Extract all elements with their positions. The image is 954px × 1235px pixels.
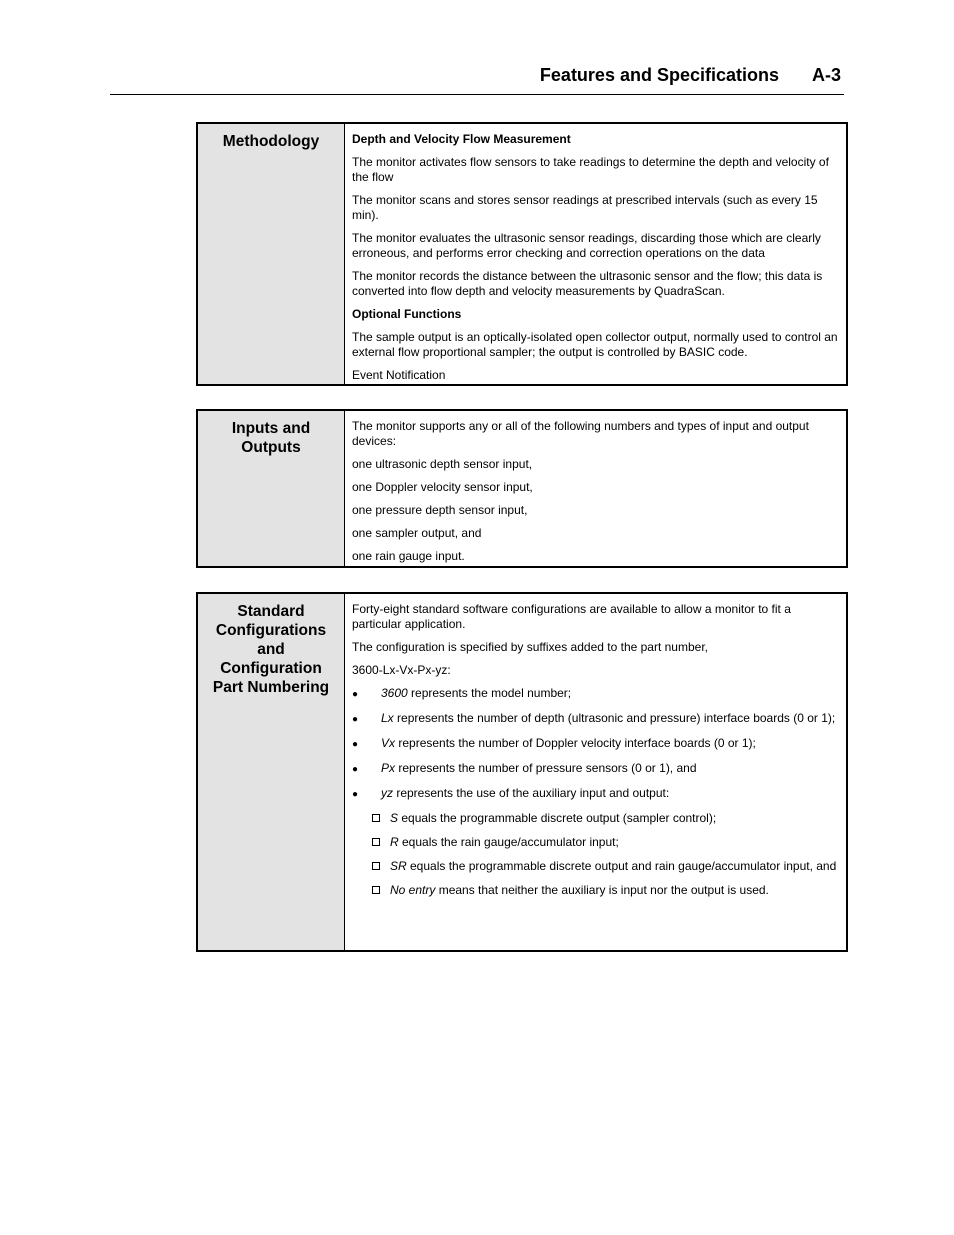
section-label-line: Outputs <box>241 439 301 456</box>
list-item: one pressure depth sensor input, <box>352 503 528 517</box>
section-content <box>345 411 846 566</box>
bullet-icon: ● <box>352 789 359 800</box>
subheading: Depth and Velocity Flow Measurement <box>352 132 571 146</box>
paragraph: The monitor supports any or all of the following numbers and types of input and output devices: <box>352 419 809 448</box>
paragraph: The monitor activates flow sensors to take readings to determine the depth and velocity of the flow <box>352 155 829 184</box>
section-label-line: Configuration <box>220 660 322 677</box>
sub-bullet-text: equals the programmable discrete output and rain gauge/accumulator input, and <box>406 859 837 873</box>
checkbox-bullet-icon <box>372 814 380 822</box>
section-label <box>198 124 345 384</box>
sub-bullet-term: No entry <box>390 883 436 897</box>
page-header <box>110 62 844 95</box>
part-number-format: 3600-Lx-Vx-Px-yz: <box>352 663 451 677</box>
section-label-line: Methodology <box>222 133 320 150</box>
bullet-icon: ● <box>352 739 359 750</box>
checkbox-bullet-icon <box>372 838 380 846</box>
sub-bullet-term: R <box>390 835 399 849</box>
section-label-line: and <box>257 641 285 658</box>
list-item: one ultrasonic depth sensor input, <box>352 457 533 471</box>
checkbox-bullet-icon <box>372 886 380 894</box>
bullet-item <box>352 686 840 702</box>
bullet-icon: ● <box>352 689 359 700</box>
section-label <box>198 594 345 950</box>
sub-bullet-term: S <box>390 811 399 825</box>
section-label-line: Inputs and <box>231 420 311 437</box>
methodology-block <box>196 122 848 386</box>
sub-bullet-text: means that neither the auxiliary is input nor the output is used. <box>435 883 769 897</box>
bullet-item <box>352 711 840 727</box>
page-number: A-3 <box>811 65 841 85</box>
bullet-item <box>352 761 840 777</box>
section-label <box>198 411 345 566</box>
bullet-text: represents the number of pressure sensors (0 or 1), and <box>395 761 697 775</box>
bullet-item <box>352 736 840 752</box>
section-label-line: Configurations <box>215 622 327 639</box>
section-label-line: Standard <box>237 603 305 620</box>
bullet-term: Lx <box>381 711 394 725</box>
sub-bullet-item <box>372 835 840 850</box>
sub-bullet-text: equals the rain gauge/accumulator input; <box>398 835 619 849</box>
bullet-text: represents the number of Doppler velocity interface boards (0 or 1); <box>395 736 756 750</box>
bullet-term: Px <box>381 761 396 775</box>
sub-bullet-item <box>372 859 840 874</box>
bullet-item <box>352 786 840 802</box>
inputs-outputs-block <box>196 409 848 568</box>
paragraph: The sample output is an optically-isolated open collector output, normally used to control an external flow proportional sampler; the output is controlled by BASIC code. <box>352 330 838 359</box>
section-content <box>345 594 846 950</box>
bullet-term: yz <box>381 786 393 800</box>
paragraph: The monitor evaluates the ultrasonic sensor readings, discarding those which are clearly erroneous, and performs error checking and correction operations on the data <box>352 231 821 260</box>
list-item: one Doppler velocity sensor input, <box>352 480 533 494</box>
bullet-text: represents the model number; <box>407 686 572 700</box>
bullet-text: represents the use of the auxiliary input and output: <box>393 786 670 800</box>
paragraph: The configuration is specified by suffixes added to the part number, <box>352 640 708 654</box>
sub-bullet-text: equals the programmable discrete output (sampler control); <box>398 811 717 825</box>
page-title: Features and Specifications <box>539 65 779 85</box>
paragraph: The monitor scans and stores sensor readings at prescribed intervals (such as every 15 min). <box>352 193 818 222</box>
sub-bullet-term: SR <box>390 859 407 873</box>
bullet-icon: ● <box>352 764 359 775</box>
sub-bullet-item <box>372 811 840 826</box>
configurations-block <box>196 592 848 952</box>
bullet-term: Vx <box>381 736 396 750</box>
section-label-line: Part Numbering <box>212 679 330 696</box>
subheading: Optional Functions <box>352 307 462 321</box>
bullet-icon: ● <box>352 714 359 725</box>
bullet-text: represents the number of depth (ultrasonic and pressure) interface boards (0 or 1); <box>393 711 836 725</box>
list-item: one rain gauge input. <box>352 549 465 563</box>
checkbox-bullet-icon <box>372 862 380 870</box>
list-item: one sampler output, and <box>352 526 482 540</box>
paragraph: Event Notification <box>352 368 446 382</box>
paragraph: The monitor records the distance between the ultrasonic sensor and the flow; this data is converted into flow depth and velocity measurements by QuadraScan. <box>352 269 823 298</box>
section-content <box>345 124 846 384</box>
sub-bullet-item <box>372 883 840 898</box>
bullet-term: 3600 <box>381 686 408 700</box>
paragraph: Forty-eight standard software configurations are available to allow a monitor to fit a particular application. <box>352 602 791 631</box>
